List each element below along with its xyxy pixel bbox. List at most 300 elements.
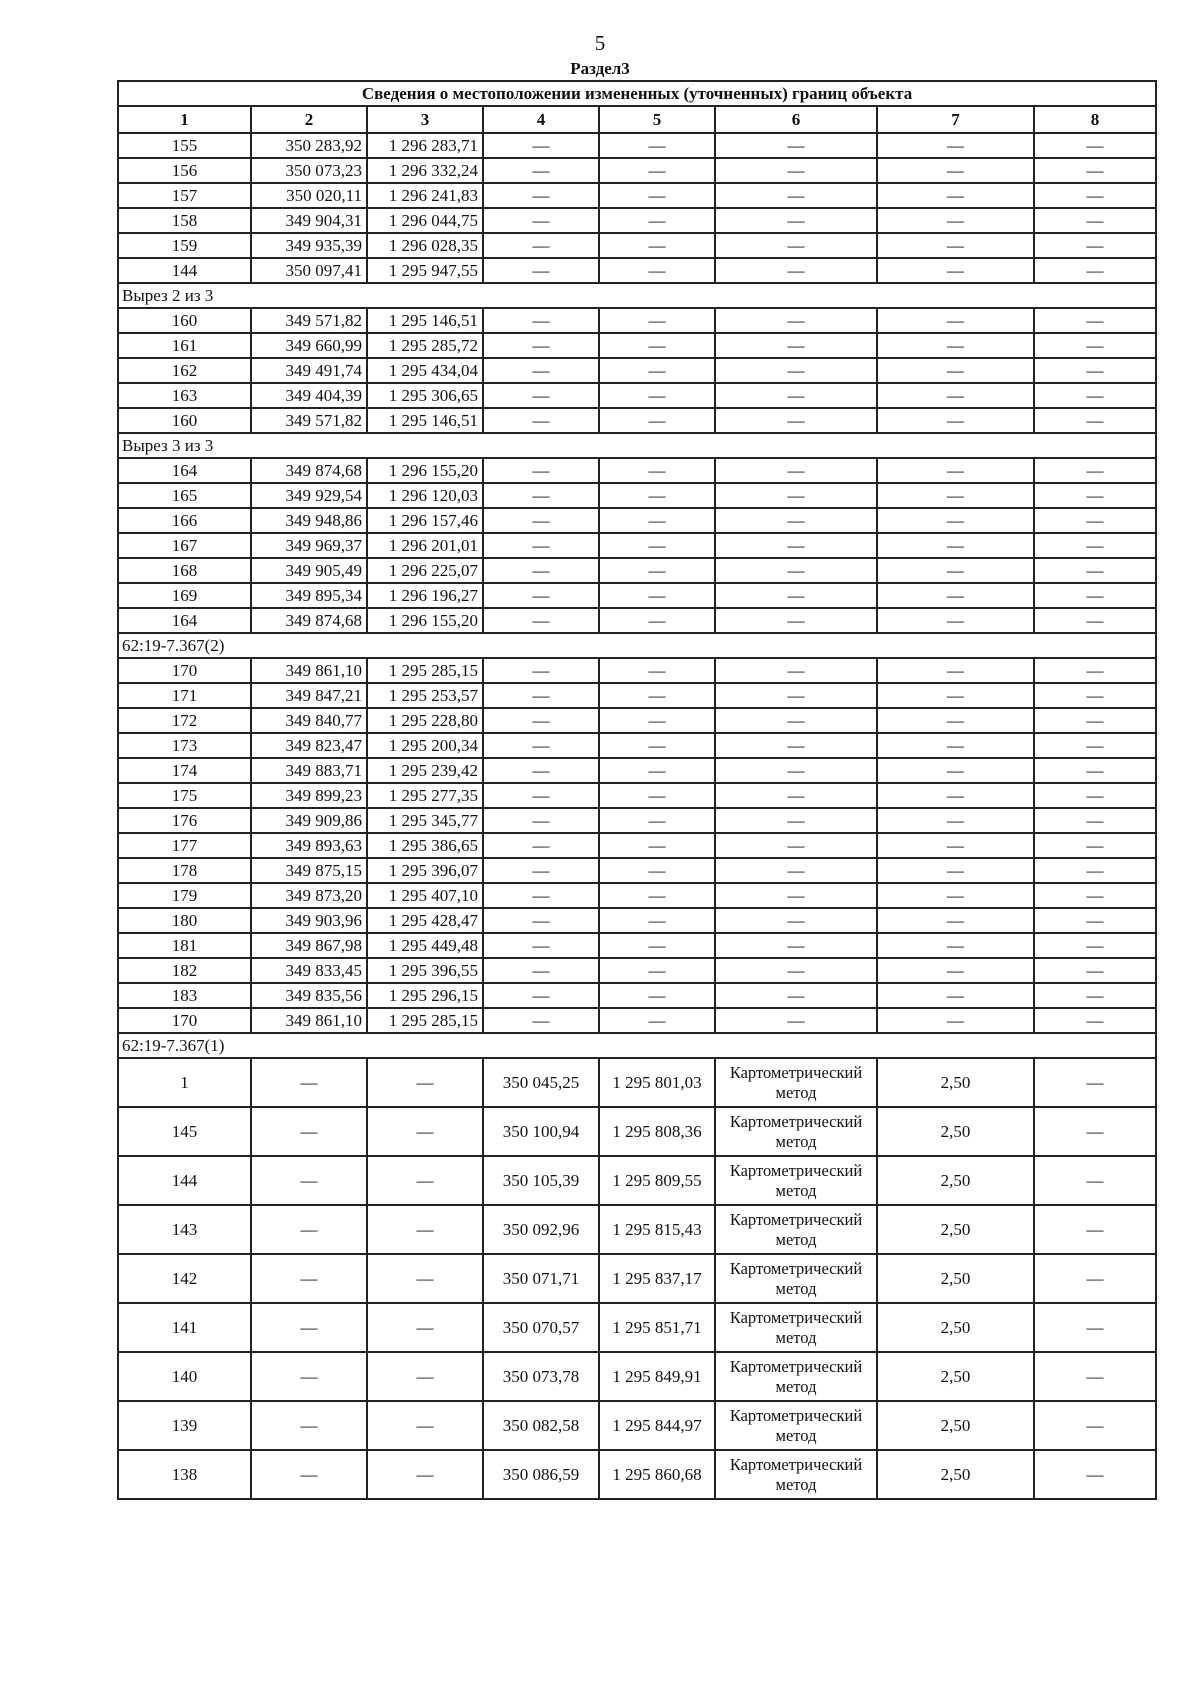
- table-cell: 1 296 155,20: [367, 608, 483, 633]
- table-cell: —: [1034, 483, 1156, 508]
- table-cell: 2,50: [877, 1303, 1034, 1352]
- boundary-table: [117, 80, 1157, 1500]
- table-cell: —: [1034, 608, 1156, 633]
- table-cell: —: [599, 183, 715, 208]
- table-row: [118, 658, 1156, 683]
- table-cell: —: [877, 808, 1034, 833]
- table-cell: 144: [118, 258, 251, 283]
- table-cell: 2,50: [877, 1205, 1034, 1254]
- table-cell: 349 571,82: [251, 308, 367, 333]
- table-cell: 158: [118, 208, 251, 233]
- table-cell: Картометрический метод: [715, 1303, 877, 1352]
- table-cell: 168: [118, 558, 251, 583]
- table-row: [118, 1352, 1156, 1401]
- table-cell: 170: [118, 658, 251, 683]
- table-cell: 1 295 815,43: [599, 1205, 715, 1254]
- table-cell: —: [483, 308, 599, 333]
- table-cell: —: [483, 608, 599, 633]
- column-header: 1: [118, 106, 251, 133]
- table-cell: —: [877, 1008, 1034, 1033]
- table-cell: —: [877, 833, 1034, 858]
- table-cell: 350 070,57: [483, 1303, 599, 1352]
- table-cell: —: [367, 1303, 483, 1352]
- table-cell: —: [877, 983, 1034, 1008]
- table-cell: —: [877, 258, 1034, 283]
- table-cell: 1 296 155,20: [367, 458, 483, 483]
- table-row: [118, 358, 1156, 383]
- table-cell: —: [1034, 458, 1156, 483]
- table-cell: —: [1034, 783, 1156, 808]
- table-cell: —: [715, 333, 877, 358]
- table-cell: 1 295 285,72: [367, 333, 483, 358]
- table-cell: —: [877, 508, 1034, 533]
- table-cell: —: [877, 933, 1034, 958]
- table-cell: —: [599, 533, 715, 558]
- table-cell: —: [367, 1156, 483, 1205]
- table-cell: —: [877, 708, 1034, 733]
- table-row: [118, 758, 1156, 783]
- table-cell: —: [1034, 508, 1156, 533]
- table-cell: —: [599, 733, 715, 758]
- table-cell: —: [599, 333, 715, 358]
- table-row: [118, 883, 1156, 908]
- table-cell: 2,50: [877, 1401, 1034, 1450]
- table-cell: —: [1034, 308, 1156, 333]
- table-cell: —: [715, 658, 877, 683]
- table-cell: 183: [118, 983, 251, 1008]
- table-cell: —: [483, 533, 599, 558]
- table-row: [118, 858, 1156, 883]
- table-cell: 1 295 801,03: [599, 1058, 715, 1107]
- table-cell: 155: [118, 133, 251, 158]
- table-cell: 1 295 253,57: [367, 683, 483, 708]
- table-cell: —: [367, 1450, 483, 1499]
- table-cell: 1 296 225,07: [367, 558, 483, 583]
- table-cell: —: [1034, 1401, 1156, 1450]
- table-cell: —: [599, 133, 715, 158]
- table-cell: —: [1034, 758, 1156, 783]
- section-title: Раздел3: [570, 59, 630, 78]
- table-cell: —: [483, 858, 599, 883]
- table-cell: —: [483, 383, 599, 408]
- table-cell: 2,50: [877, 1107, 1034, 1156]
- table-cell: —: [715, 258, 877, 283]
- table-cell: Картометрический метод: [715, 1107, 877, 1156]
- table-row: [118, 1156, 1156, 1205]
- table-cell: 160: [118, 308, 251, 333]
- table-cell: —: [599, 933, 715, 958]
- table-cell: —: [599, 508, 715, 533]
- table-cell: —: [1034, 533, 1156, 558]
- table-cell: —: [715, 233, 877, 258]
- table-cell: —: [483, 983, 599, 1008]
- table-cell: 349 893,63: [251, 833, 367, 858]
- table-cell: 1 296 283,71: [367, 133, 483, 158]
- table-cell: 349 835,56: [251, 983, 367, 1008]
- table-cell: —: [599, 558, 715, 583]
- table-cell: 2,50: [877, 1156, 1034, 1205]
- table-row: [118, 483, 1156, 508]
- table-cell: —: [1034, 658, 1156, 683]
- table-cell: —: [877, 683, 1034, 708]
- table-cell: 1 295 296,15: [367, 983, 483, 1008]
- table-cell: 1 295 808,36: [599, 1107, 715, 1156]
- table-cell: 166: [118, 508, 251, 533]
- table-cell: —: [715, 408, 877, 433]
- column-header: 5: [599, 106, 715, 133]
- table-cell: 349 905,49: [251, 558, 367, 583]
- table-row: [118, 558, 1156, 583]
- table-cell: —: [599, 758, 715, 783]
- table-cell: —: [715, 858, 877, 883]
- table-cell: 1 295 860,68: [599, 1450, 715, 1499]
- table-cell: 171: [118, 683, 251, 708]
- table-cell: 349 840,77: [251, 708, 367, 733]
- column-header: 4: [483, 106, 599, 133]
- table-cell: —: [877, 133, 1034, 158]
- table-cell: 1 295 239,42: [367, 758, 483, 783]
- table-cell: —: [1034, 908, 1156, 933]
- table-cell: —: [599, 1008, 715, 1033]
- table-cell: 1 295 146,51: [367, 308, 483, 333]
- table-cell: —: [599, 233, 715, 258]
- table-cell: —: [599, 258, 715, 283]
- table-cell: —: [715, 733, 877, 758]
- table-cell: 1 295 345,77: [367, 808, 483, 833]
- table-cell: 350 073,23: [251, 158, 367, 183]
- table-cell: 349 875,15: [251, 858, 367, 883]
- table-cell: 1 296 044,75: [367, 208, 483, 233]
- table-cell: —: [1034, 983, 1156, 1008]
- table-row: [118, 833, 1156, 858]
- table-cell: 179: [118, 883, 251, 908]
- table-cell: 143: [118, 1205, 251, 1254]
- table-row: [118, 983, 1156, 1008]
- table-cell: —: [715, 808, 877, 833]
- table-cell: —: [877, 383, 1034, 408]
- table-cell: 180: [118, 908, 251, 933]
- table-cell: —: [483, 808, 599, 833]
- table-cell: —: [599, 783, 715, 808]
- table-cell: —: [715, 208, 877, 233]
- table-cell: —: [483, 258, 599, 283]
- table-cell: 350 092,96: [483, 1205, 599, 1254]
- table-row: [118, 1303, 1156, 1352]
- table-cell: —: [877, 858, 1034, 883]
- table-cell: 349 883,71: [251, 758, 367, 783]
- table-caption: Сведения о местоположении измененных (уточненных) границ объекта: [118, 81, 1156, 106]
- table-cell: —: [715, 508, 877, 533]
- table-cell: —: [1034, 408, 1156, 433]
- table-cell: 349 895,34: [251, 583, 367, 608]
- table-cell: —: [483, 208, 599, 233]
- table-cell: 163: [118, 383, 251, 408]
- table-cell: 350 283,92: [251, 133, 367, 158]
- table-cell: —: [483, 583, 599, 608]
- table-cell: —: [877, 658, 1034, 683]
- table-cell: 350 105,39: [483, 1156, 599, 1205]
- table-row: [118, 933, 1156, 958]
- table-cell: —: [599, 808, 715, 833]
- table-row: [118, 333, 1156, 358]
- table-cell: —: [1034, 833, 1156, 858]
- table-cell: —: [1034, 858, 1156, 883]
- table-cell: 159: [118, 233, 251, 258]
- table-cell: —: [599, 158, 715, 183]
- table-cell: —: [599, 208, 715, 233]
- table-cell: —: [877, 783, 1034, 808]
- table-cell: 350 073,78: [483, 1352, 599, 1401]
- table-cell: 164: [118, 608, 251, 633]
- table-cell: —: [483, 883, 599, 908]
- table-cell: —: [599, 858, 715, 883]
- table-cell: Картометрический метод: [715, 1205, 877, 1254]
- table-cell: 156: [118, 158, 251, 183]
- table-cell: —: [599, 833, 715, 858]
- table-cell: 1 295 407,10: [367, 883, 483, 908]
- table-cell: —: [1034, 683, 1156, 708]
- table-cell: —: [1034, 258, 1156, 283]
- table-cell: —: [877, 333, 1034, 358]
- table-cell: —: [483, 683, 599, 708]
- table-cell: 350 020,11: [251, 183, 367, 208]
- table-cell: —: [483, 783, 599, 808]
- page-number: 5: [594, 31, 606, 55]
- table-cell: —: [877, 608, 1034, 633]
- table-cell: 1 295 849,91: [599, 1352, 715, 1401]
- table-row: [118, 308, 1156, 333]
- table-cell: 349 969,37: [251, 533, 367, 558]
- table-cell: —: [715, 308, 877, 333]
- table-cell: —: [483, 408, 599, 433]
- group-label: Вырез 3 из 3: [118, 433, 1156, 458]
- table-cell: 145: [118, 1107, 251, 1156]
- table-cell: —: [877, 158, 1034, 183]
- table-cell: Картометрический метод: [715, 1254, 877, 1303]
- table-cell: 144: [118, 1156, 251, 1205]
- table-cell: —: [1034, 1008, 1156, 1033]
- table-cell: —: [1034, 1156, 1156, 1205]
- table-cell: —: [367, 1205, 483, 1254]
- table-cell: 142: [118, 1254, 251, 1303]
- table-cell: —: [715, 158, 877, 183]
- table-cell: 178: [118, 858, 251, 883]
- column-header: 6: [715, 106, 877, 133]
- table-cell: 170: [118, 1008, 251, 1033]
- table-cell: —: [715, 183, 877, 208]
- table-cell: 1 296 332,24: [367, 158, 483, 183]
- table-cell: —: [877, 233, 1034, 258]
- table-cell: —: [1034, 233, 1156, 258]
- table-cell: —: [715, 458, 877, 483]
- table-cell: 164: [118, 458, 251, 483]
- table-cell: Картометрический метод: [715, 1156, 877, 1205]
- table-cell: 157: [118, 183, 251, 208]
- group-label: 62:19-7.367(1): [118, 1033, 1156, 1058]
- table-cell: 1 295 396,55: [367, 958, 483, 983]
- table-cell: —: [1034, 883, 1156, 908]
- table-cell: —: [599, 608, 715, 633]
- table-cell: —: [251, 1254, 367, 1303]
- table-cell: —: [877, 208, 1034, 233]
- table-cell: —: [599, 658, 715, 683]
- table-cell: —: [877, 183, 1034, 208]
- table-cell: 167: [118, 533, 251, 558]
- table-cell: —: [715, 883, 877, 908]
- table-cell: —: [483, 158, 599, 183]
- column-header: 7: [877, 106, 1034, 133]
- table-cell: —: [599, 958, 715, 983]
- table-cell: 349 903,96: [251, 908, 367, 933]
- table-cell: 1 295 285,15: [367, 1008, 483, 1033]
- table-cell: 349 861,10: [251, 1008, 367, 1033]
- table-cell: 1 296 196,27: [367, 583, 483, 608]
- table-row: [118, 783, 1156, 808]
- table-row: [118, 1254, 1156, 1303]
- table-cell: —: [1034, 808, 1156, 833]
- table-row: [118, 508, 1156, 533]
- table-cell: 350 086,59: [483, 1450, 599, 1499]
- table-cell: —: [599, 908, 715, 933]
- table-cell: —: [367, 1352, 483, 1401]
- table-cell: 1 296 241,83: [367, 183, 483, 208]
- table-cell: 1 295 386,65: [367, 833, 483, 858]
- table-row: [118, 158, 1156, 183]
- table-cell: —: [483, 833, 599, 858]
- table-cell: —: [1034, 1450, 1156, 1499]
- table-cell: 1 295 428,47: [367, 908, 483, 933]
- table-cell: 1 295 146,51: [367, 408, 483, 433]
- table-cell: —: [483, 133, 599, 158]
- table-row: [118, 233, 1156, 258]
- table-cell: 350 071,71: [483, 1254, 599, 1303]
- table-cell: 140: [118, 1352, 251, 1401]
- table-cell: —: [1034, 733, 1156, 758]
- table-cell: —: [715, 933, 877, 958]
- table-cell: —: [367, 1401, 483, 1450]
- table-cell: —: [483, 508, 599, 533]
- table-cell: 2,50: [877, 1254, 1034, 1303]
- table-cell: 349 948,86: [251, 508, 367, 533]
- table-cell: —: [599, 683, 715, 708]
- table-row: [118, 908, 1156, 933]
- column-header: 2: [251, 106, 367, 133]
- table-cell: —: [251, 1058, 367, 1107]
- table-cell: 1 295 844,97: [599, 1401, 715, 1450]
- table-row: [118, 408, 1156, 433]
- group-row: [118, 433, 1156, 458]
- table-cell: 176: [118, 808, 251, 833]
- table-cell: —: [599, 383, 715, 408]
- table-cell: 350 100,94: [483, 1107, 599, 1156]
- table-cell: 2,50: [877, 1352, 1034, 1401]
- table-cell: —: [1034, 1058, 1156, 1107]
- table-cell: —: [599, 983, 715, 1008]
- table-cell: 1 295 306,65: [367, 383, 483, 408]
- table-cell: —: [599, 883, 715, 908]
- table-cell: —: [715, 683, 877, 708]
- table-cell: Картометрический метод: [715, 1058, 877, 1107]
- table-row: [118, 808, 1156, 833]
- table-cell: —: [715, 958, 877, 983]
- table-cell: —: [1034, 933, 1156, 958]
- table-cell: —: [483, 758, 599, 783]
- table-cell: 1 295 837,17: [599, 1254, 715, 1303]
- table-cell: 173: [118, 733, 251, 758]
- table-cell: —: [1034, 383, 1156, 408]
- table-cell: —: [251, 1205, 367, 1254]
- table-cell: 349 571,82: [251, 408, 367, 433]
- table-cell: 1 295 449,48: [367, 933, 483, 958]
- table-cell: —: [715, 483, 877, 508]
- table-cell: —: [877, 958, 1034, 983]
- table-cell: —: [483, 558, 599, 583]
- table-cell: 175: [118, 783, 251, 808]
- table-cell: —: [483, 958, 599, 983]
- table-cell: 349 873,20: [251, 883, 367, 908]
- table-cell: —: [483, 1008, 599, 1033]
- table-row: [118, 458, 1156, 483]
- table-cell: —: [1034, 1352, 1156, 1401]
- table-cell: 169: [118, 583, 251, 608]
- table-cell: —: [1034, 708, 1156, 733]
- group-label: 62:19-7.367(2): [118, 633, 1156, 658]
- table-row: [118, 583, 1156, 608]
- table-cell: —: [715, 1008, 877, 1033]
- table-cell: 181: [118, 933, 251, 958]
- table-cell: —: [877, 483, 1034, 508]
- table-cell: 349 929,54: [251, 483, 367, 508]
- table-cell: 349 874,68: [251, 608, 367, 633]
- table-cell: —: [599, 358, 715, 383]
- table-cell: 1 295 285,15: [367, 658, 483, 683]
- table-cell: —: [251, 1107, 367, 1156]
- table-cell: 1 295 277,35: [367, 783, 483, 808]
- table-cell: —: [251, 1352, 367, 1401]
- table-cell: —: [715, 133, 877, 158]
- table-cell: 1 296 028,35: [367, 233, 483, 258]
- table-cell: —: [483, 933, 599, 958]
- table-cell: —: [251, 1156, 367, 1205]
- table-cell: —: [599, 708, 715, 733]
- table-cell: —: [715, 908, 877, 933]
- table-cell: —: [877, 533, 1034, 558]
- table-cell: 350 045,25: [483, 1058, 599, 1107]
- table-cell: Картометрический метод: [715, 1352, 877, 1401]
- table-cell: 2,50: [877, 1450, 1034, 1499]
- table-cell: —: [483, 733, 599, 758]
- table-cell: Картометрический метод: [715, 1401, 877, 1450]
- table-cell: —: [715, 358, 877, 383]
- table-cell: 350 097,41: [251, 258, 367, 283]
- table-cell: —: [483, 333, 599, 358]
- table-row: [118, 258, 1156, 283]
- table-row: [118, 383, 1156, 408]
- table-cell: —: [1034, 583, 1156, 608]
- table-cell: 349 660,99: [251, 333, 367, 358]
- table-row: [118, 608, 1156, 633]
- table-cell: —: [715, 558, 877, 583]
- table-row: [118, 683, 1156, 708]
- table-row: [118, 1450, 1156, 1499]
- table-cell: 172: [118, 708, 251, 733]
- table-cell: 349 867,98: [251, 933, 367, 958]
- table-cell: Картометрический метод: [715, 1450, 877, 1499]
- table-cell: —: [599, 408, 715, 433]
- table-cell: —: [599, 483, 715, 508]
- group-row: [118, 283, 1156, 308]
- table-cell: 349 904,31: [251, 208, 367, 233]
